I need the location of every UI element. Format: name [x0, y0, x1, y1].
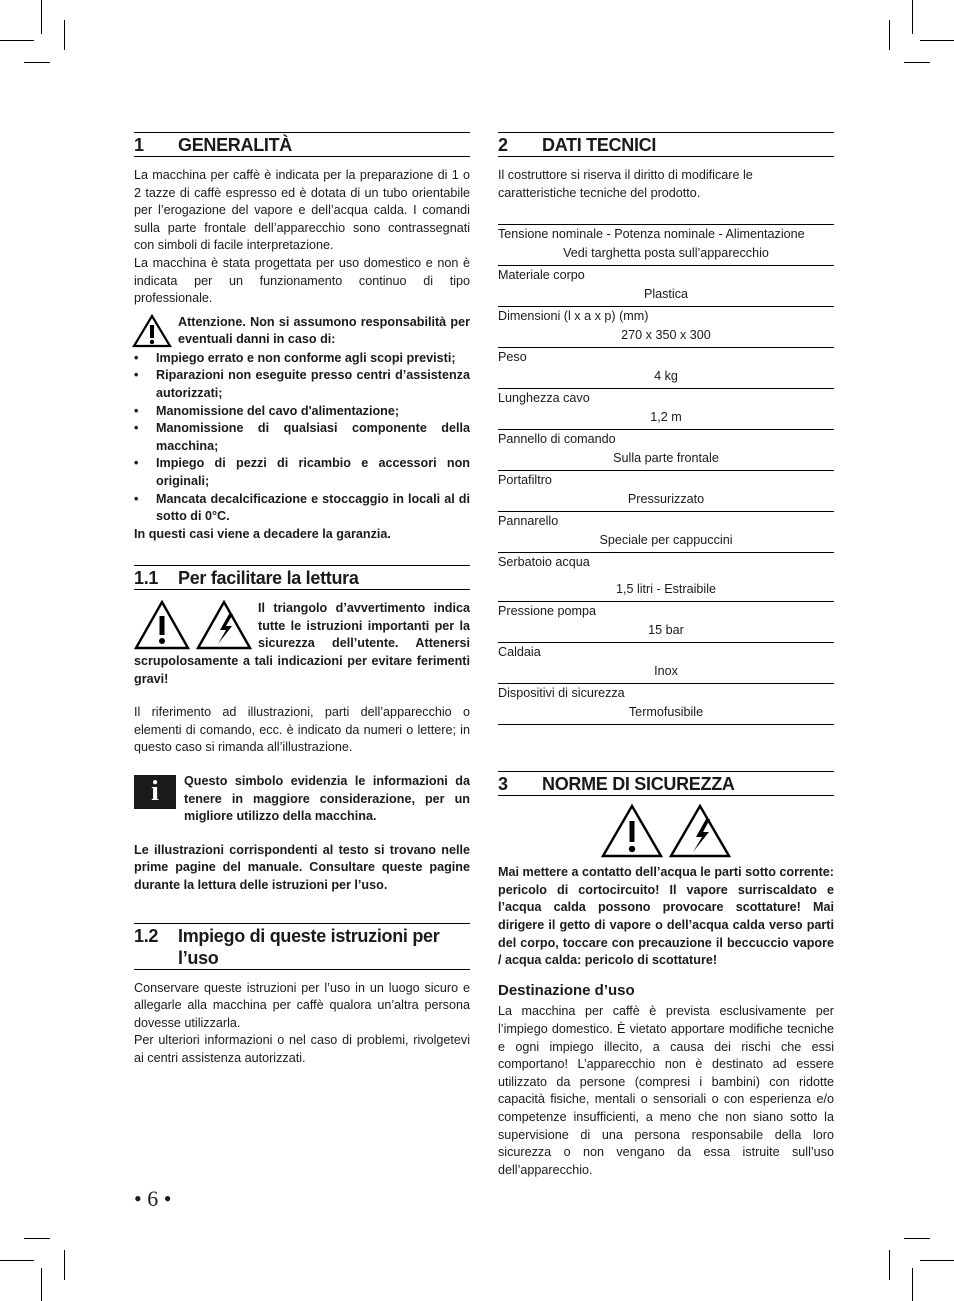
spec-row — [498, 430, 834, 471]
spec-label: Pressione pompa — [498, 604, 597, 619]
spec-row — [498, 471, 834, 512]
section-title: Per facilitare la lettura — [178, 568, 359, 589]
liability-list — [134, 350, 470, 526]
spec-row — [498, 307, 834, 348]
section-number: 3 — [498, 774, 508, 795]
section-number: 1.1 — [134, 568, 159, 589]
list-item: • Riparazioni non eseguite presso centri d’assistenza autorizzati; — [134, 367, 470, 402]
electric-shock-icon — [196, 600, 252, 650]
spec-value: 270 x 350 x 300 — [621, 328, 711, 343]
spec-value: 15 bar — [648, 623, 684, 638]
crop-mark — [64, 1250, 65, 1280]
spec-row — [498, 602, 834, 643]
crop-mark — [920, 40, 954, 41]
paragraph: La macchina è stata progettata per uso domestico e non è indicata per un funzionamento continuo di tipo professionale. — [134, 255, 470, 306]
crop-mark — [904, 62, 930, 63]
crop-mark — [0, 40, 34, 41]
section-title: Impiego di queste istruzioni per l’uso — [178, 925, 440, 968]
list-item: • Manomissione di qualsiasi componente della macchina; — [134, 420, 470, 455]
spec-row — [498, 225, 834, 266]
crop-mark — [0, 1260, 34, 1261]
list-item: • Manomissione del cavo d'alimentazione; — [134, 403, 470, 421]
spec-label: Dispositivi di sicurezza — [498, 686, 625, 701]
spec-label: Materiale corpo — [498, 268, 585, 283]
paragraph: Il costruttore si riserva il diritto di modificare le caratteristiche tecniche del prodotto. — [498, 168, 753, 200]
paragraph: La macchina per caffè è prevista esclusivamente per l’impiego domestico. È vietato apportare modifiche tecniche e ogni impiego illecito, a causa dei rischi che essi comportano! L’apparecchio non è destinato ad essere utilizzato da persone (compresi i bambini) con ridotte capacità fisiche, mentali o sensoriali o con esperienza e/o competenze insufficienti, a meno che non siano sotto la supervisione di una persona responsabile della loro sicurezza o non vengano da essa istruite sull’uso dell’apparecchio. — [498, 1004, 834, 1177]
section-heading-1 — [134, 132, 470, 157]
spec-row — [498, 348, 834, 389]
warning-triangle-icon — [601, 804, 663, 858]
spec-value: 4 kg — [654, 369, 678, 384]
warning-block — [134, 600, 470, 688]
spec-value: Inox — [654, 664, 678, 679]
spec-row — [498, 266, 834, 307]
info-icon: i — [134, 775, 176, 809]
warranty-note: In questi casi viene a decadere la garanzia. — [134, 526, 391, 541]
crop-mark — [889, 1250, 890, 1280]
warning-block — [134, 314, 470, 544]
section-heading-1-1 — [134, 565, 470, 590]
list-item: • Mancata decalcificazione e stoccaggio in locali al di sotto di 0°C. — [134, 491, 470, 526]
spec-label: Pannello di comando — [498, 432, 616, 447]
spec-value: Plastica — [643, 287, 689, 302]
paragraph: Conservare queste istruzioni per l’uso in un luogo sicuro e allegarle alla macchina per caffè qualora un’altra persona dovesse utilizzarla. — [134, 980, 470, 1030]
spec-value: 1,2 m — [650, 410, 682, 425]
spec-row — [498, 553, 834, 602]
section-title: NORME DI SICUREZZA — [542, 774, 735, 795]
safety-icons — [498, 804, 834, 858]
list-item: • Impiego di pezzi di ricambio e accessori non originali; — [134, 455, 470, 490]
paragraph: Per ulteriori informazioni o nel caso di problemi, rivolgetevi ai centri assistenza autorizzati. — [134, 1033, 470, 1065]
crop-mark — [64, 20, 65, 50]
spec-row — [498, 643, 834, 684]
crop-mark — [24, 1238, 50, 1239]
section-number: 2 — [498, 135, 508, 155]
crop-mark — [904, 1238, 930, 1239]
spec-label: Lunghezza cavo — [498, 391, 590, 406]
crop-mark — [912, 1268, 913, 1301]
warning-text: Il triangolo d’avvertimento indica tutte le istruzioni importanti per la sicurezza dell’utente. Attenersi scrupolosamente a tali indicazioni per evitare ferimenti gravi! — [134, 601, 470, 686]
spec-label: Tensione nominale - Potenza nominale - Alimentazione — [498, 227, 805, 242]
section-number: 1.2 — [134, 925, 159, 946]
warning-triangle-icon — [134, 600, 190, 650]
right-column — [498, 132, 834, 1179]
info-text: Questo simbolo evidenzia le informazioni da tenere in maggiore considerazione, per un migliore utilizzo della macchina. — [184, 774, 470, 824]
info-block — [134, 773, 470, 826]
crop-mark — [920, 1260, 954, 1261]
warning-intro: Attenzione. Non si assumono responsabilità per eventuali danni in caso di: — [178, 314, 470, 347]
spec-value: Vedi targhetta posta sull’apparecchio — [563, 246, 769, 261]
electric-shock-icon — [669, 804, 731, 858]
page-number: • 6 • — [134, 1186, 172, 1211]
spec-label: Portafiltro — [498, 473, 552, 488]
section-title: DATI TECNICI — [542, 135, 657, 155]
section-number: 1 — [134, 135, 144, 155]
crop-mark — [889, 20, 890, 50]
spec-value: 1,5 litri - Estraibile — [615, 582, 717, 597]
spec-label: Caldaia — [498, 645, 541, 660]
spec-value: Termofusibile — [628, 705, 704, 720]
spec-label: Dimensioni (l x a x p) (mm) — [498, 309, 649, 324]
spec-label: Serbatoio acqua — [498, 555, 590, 570]
paragraph: Il riferimento ad illustrazioni, parti dell’apparecchio o elementi di comando, ecc. è indicato da numeri o lettere; in questo caso si rimanda all’illustrazione. — [134, 705, 470, 755]
list-item: • Impiego errato e non conforme agli scopi previsti; — [134, 350, 470, 368]
spec-row — [498, 389, 834, 430]
subsection-title: Destinazione d’uso — [498, 981, 635, 999]
section-heading-3 — [498, 771, 834, 796]
safety-warning: Mai mettere a contatto dell’acqua le parti sotto corrente: pericolo di cortocircuito! Il vapore surriscaldato e l’acqua calda possono provocare scottature! Mai dirigere il getto di vapore o dell’acqua calda verso parti del corpo, toccare con precauzione il beccuccio vapore / acqua calda: pericolo di scottature! — [498, 865, 834, 968]
section-heading-2 — [498, 132, 834, 157]
crop-mark — [41, 0, 42, 34]
warning-triangle-icon — [132, 314, 172, 348]
spec-row — [498, 512, 834, 553]
crop-mark — [24, 62, 50, 63]
left-column — [134, 132, 470, 1068]
section-heading-1-2 — [134, 923, 470, 970]
spec-row — [498, 684, 834, 725]
spec-value: Speciale per cappuccini — [599, 533, 733, 548]
spec-value: Sulla parte frontale — [613, 451, 719, 466]
crop-mark — [41, 1268, 42, 1301]
spec-label: Peso — [498, 350, 527, 365]
spec-value: Pressurizzato — [627, 492, 705, 507]
paragraph: La macchina per caffè è indicata per la preparazione di 1 o 2 tazze di caffè espresso ed è dotata di un tubo orientabile per l’erogazione del vapore e dell’acqua calda. I comandi sulla parte frontale dell’apparecchio sono contrassegnati con simboli di facile interpretazione. — [134, 168, 470, 253]
paragraph: Le illustrazioni corrispondenti al testo si trovano nelle prime pagine del manuale. Consultare queste pagine durante la lettura delle istruzioni per l’uso. — [134, 842, 470, 892]
crop-mark — [912, 0, 913, 34]
spec-label: Pannarello — [498, 514, 559, 529]
spec-table — [498, 224, 834, 725]
section-title: GENERALITÀ — [178, 135, 293, 155]
